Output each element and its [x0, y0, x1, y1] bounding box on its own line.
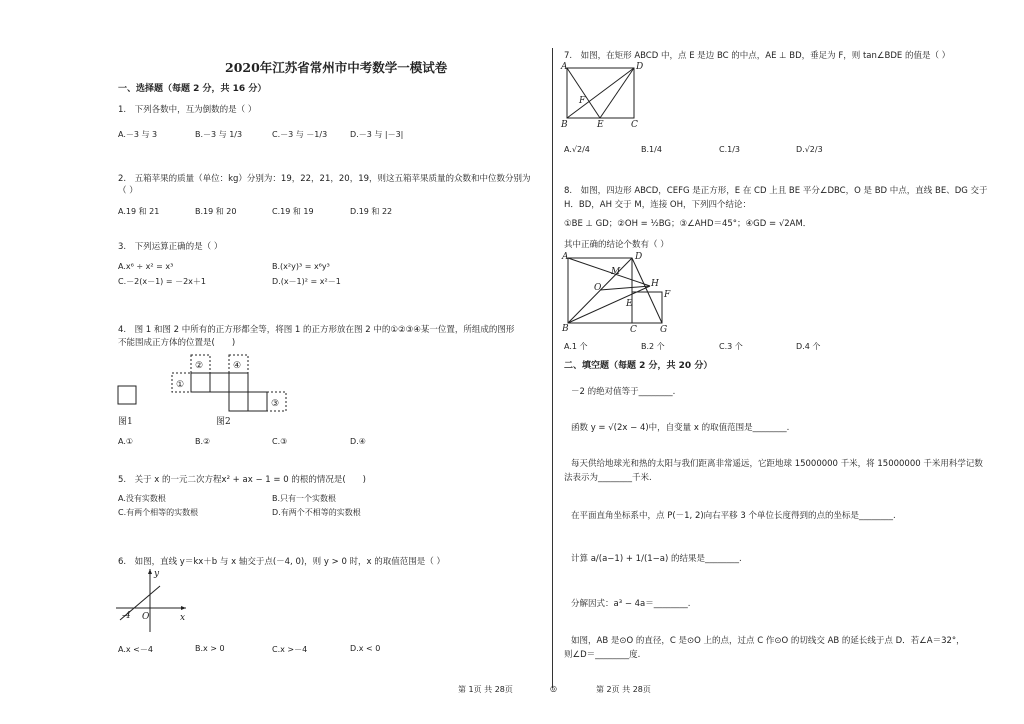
fill-question-7-cont: 则∠D＝________度. — [564, 650, 641, 660]
q1-option-d[interactable]: D.－3 与 |－3| — [350, 130, 404, 139]
q3-option-a[interactable]: A.x⁶ ÷ x² = x³ — [118, 262, 174, 271]
fill-question-5: 计算 a/(a−1) + 1/(1−a) 的结果是________. — [571, 554, 742, 564]
label-e: E — [626, 299, 633, 309]
question-7: 7. 如图，在矩形 ABCD 中，点 E 是边 BC 的中点，AE ⊥ BD，垂足为 F，则 tan∠BDE 的值是（ ） — [564, 51, 951, 61]
x-label: x — [180, 613, 186, 623]
page-title: 2020年江苏省常州市中考数学一模试卷 — [225, 60, 448, 75]
q4-option-c[interactable]: C.③ — [272, 437, 288, 446]
fig2-square — [229, 392, 248, 411]
fig2-square — [248, 392, 267, 411]
label-g: G — [660, 325, 668, 335]
label-a: A — [562, 252, 569, 262]
q7-figure — [558, 60, 648, 128]
question-1: 1. 下列各数中，互为倒数的是（ ） — [118, 105, 257, 115]
q6-option-c[interactable]: C.x >－4 — [272, 645, 308, 654]
question-6: 6. 如图，直线 y＝kx＋b 与 x 轴交于点(－4, 0)，则 y > 0 时，x 的取值范围是（ ） — [118, 557, 445, 567]
q3-option-b[interactable]: B.(x²y)³ = x⁶y³ — [272, 262, 330, 271]
fig2-square — [191, 373, 210, 392]
label-d: D — [636, 62, 644, 72]
q2-option-a[interactable]: A.19 和 21 — [118, 207, 160, 216]
fill-question-6: 分解因式：a³ − 4a＝________. — [571, 599, 691, 609]
fig1-label: 图1 — [118, 417, 133, 427]
q1-option-a[interactable]: A.－3 与 3 — [118, 130, 158, 139]
footer-page-right: 第 2页 共 28页 — [596, 685, 651, 694]
label-b: B — [561, 120, 568, 128]
footer-center-mark: ◎ — [550, 684, 557, 693]
q6-graph — [112, 566, 192, 634]
q1-option-c[interactable]: C.－3 与 －1/3 — [272, 130, 328, 139]
square-cefg — [632, 292, 662, 323]
q4-option-d[interactable]: D.④ — [350, 437, 366, 446]
q6-option-b[interactable]: B.x > 0 — [195, 644, 225, 653]
diagonal-bd — [567, 68, 634, 118]
line-bh — [568, 286, 650, 323]
q1-option-b[interactable]: B.－3 与 1/3 — [195, 130, 243, 139]
q4-option-b[interactable]: B.② — [195, 437, 211, 446]
y-label: y — [154, 569, 160, 579]
q3-option-c[interactable]: C.－2(x－1) = －2x＋1 — [118, 277, 206, 286]
question-3: 3. 下列运算正确的是（ ） — [118, 242, 223, 252]
label-f: F — [664, 290, 671, 300]
question-8-conclusions: ①BE ⊥ GD；②OH = ½BG；③∠AHD＝45°；④GD = √2AM． — [564, 219, 812, 229]
fill-question-2: 函数 y = √(2x − 4)中，自变量 x 的取值范围是________. — [571, 423, 790, 433]
label-d: D — [635, 252, 643, 262]
q7-option-d[interactable]: D.√2/3 — [796, 145, 823, 154]
label-c: C — [631, 120, 638, 128]
question-8: 8. 如图，四边形 ABCD，CEFG 是正方形，E 在 CD 上且 BE 平分∠DBC，O 是 BD 中点，直线 BE、DG 交于 — [564, 186, 988, 196]
question-4: 4. 图 1 和图 2 中所有的正方形都全等，将图 1 的正方形放在图 2 中的①②③④某一位置，所组成的图形 — [118, 325, 515, 335]
x-axis-arrow — [181, 606, 186, 610]
fig1-square — [118, 386, 136, 404]
pos-2-label: ② — [195, 361, 204, 371]
section-fill-heading: 二、填空题（每题 2 分，共 20 分） — [564, 361, 713, 371]
pos-1-label: ① — [176, 380, 185, 390]
q7-option-b[interactable]: B.1/4 — [641, 145, 662, 154]
q8-option-b[interactable]: B.2 个 — [641, 342, 665, 351]
intercept-label: -4 — [122, 611, 131, 621]
fig2-square — [210, 373, 229, 392]
q3-option-d[interactable]: D.(x－1)² = x²－1 — [272, 277, 341, 286]
q8-figure — [558, 250, 678, 335]
y-axis-arrow — [148, 569, 152, 574]
label-m: M — [611, 267, 621, 277]
section-choice-heading: 一、选择题（每题 2 分，共 16 分） — [118, 84, 267, 94]
q4-figures — [112, 352, 302, 432]
origin-label: O — [142, 612, 150, 622]
question-5: 5. 关于 x 的一元二次方程x² + ax − 1 = 0 的根的情况是( ) — [118, 475, 366, 485]
line-dg — [632, 258, 662, 323]
q6-option-d[interactable]: D.x < 0 — [350, 644, 381, 653]
page-divider — [552, 48, 553, 688]
label-h: H — [651, 279, 659, 289]
question-2-cont: （ ） — [118, 186, 138, 196]
label-a: A — [561, 62, 568, 72]
fill-question-7: 如图，AB 是⊙O 的直径，C 是⊙O 上的点，过点 C 作⊙O 的切线交 AB 的延长线于点 D．若∠A＝32°， — [571, 636, 965, 646]
pos-4-label: ④ — [233, 361, 242, 371]
segment-de — [600, 68, 634, 118]
fill-question-4: 在平面直角坐标系中，点 P(－1, 2)向右平移 3 个单位长度得到的点的坐标是________. — [571, 511, 896, 521]
fig2-label: 图2 — [216, 417, 231, 427]
label-c: C — [630, 325, 637, 335]
q2-option-d[interactable]: D.19 和 22 — [350, 207, 393, 216]
q5-option-b[interactable]: B.只有一个实数根 — [272, 494, 337, 503]
label-e: E — [597, 120, 604, 128]
q2-option-c[interactable]: C.19 和 19 — [272, 207, 314, 216]
q5-option-c[interactable]: C.有两个相等的实数根 — [118, 508, 199, 517]
q6-option-a[interactable]: A.x <－4 — [118, 645, 153, 654]
question-4-cont: 不能围成正方体的位置是( ) — [118, 338, 236, 348]
q2-option-b[interactable]: B.19 和 20 — [195, 207, 237, 216]
label-b: B — [562, 324, 569, 334]
label-f: F — [579, 96, 586, 106]
q8-option-a[interactable]: A.1 个 — [564, 342, 588, 351]
q8-option-c[interactable]: C.3 个 — [719, 342, 743, 351]
fig2-square — [229, 373, 248, 392]
question-8-ask: 其中正确的结论个数有（ ） — [564, 240, 669, 250]
q4-option-a[interactable]: A.① — [118, 437, 134, 446]
q7-option-c[interactable]: C.1/3 — [719, 145, 741, 154]
pos-3-label: ③ — [271, 399, 280, 409]
question-2: 2. 五箱苹果的质量（单位：kg）分别为：19，22，21，20，19，则这五箱苹果质量的众数和中位数分别为 — [118, 174, 531, 184]
label-o: O — [594, 283, 602, 293]
footer-page-left: 第 1页 共 28页 — [458, 685, 513, 694]
fill-question-3: 每天供给地球光和热的太阳与我们距离非常遥远，它距地球 15000000 千米，将 15000000 千米用科学记数 — [571, 459, 983, 469]
question-8-cont: H．BD，AH 交于 M，连接 OH，下列四个结论： — [564, 200, 751, 210]
fill-question-1: －2 的绝对值等于________. — [571, 387, 676, 397]
q5-option-a[interactable]: A.没有实数根 — [118, 494, 166, 503]
fill-question-3-cont: 法表示为________千米. — [564, 473, 652, 483]
q7-option-a[interactable]: A.√2/4 — [564, 145, 590, 154]
q5-option-d[interactable]: D.有两个不相等的实数根 — [272, 508, 361, 517]
segment-ae — [567, 68, 600, 118]
q8-option-d[interactable]: D.4 个 — [796, 342, 821, 351]
